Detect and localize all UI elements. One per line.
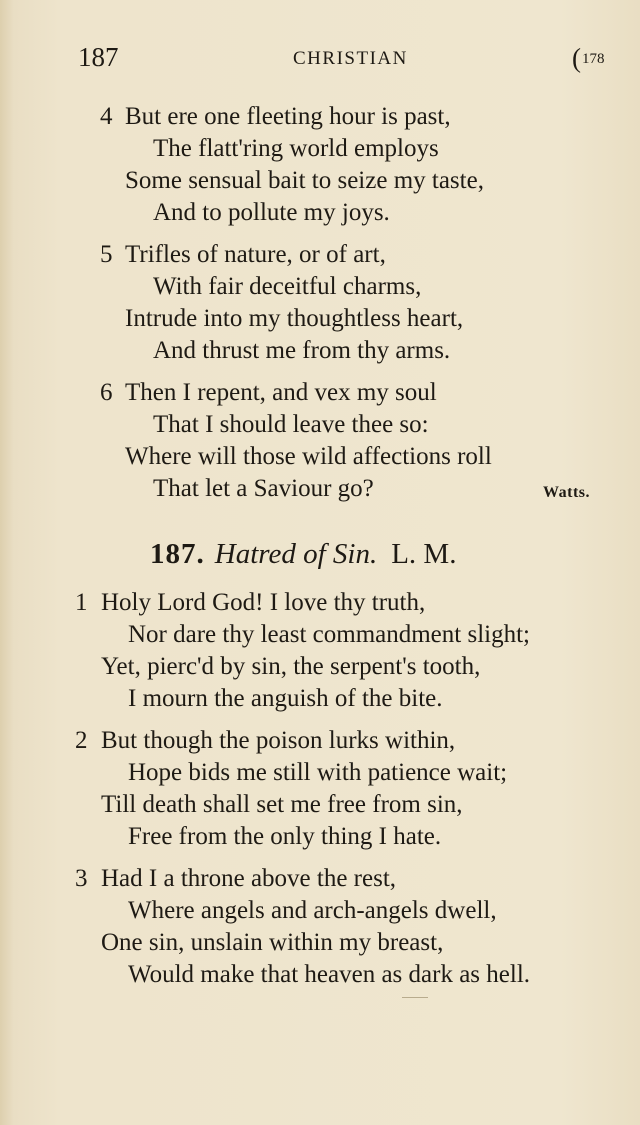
stanza-number: 3 bbox=[75, 865, 88, 892]
verse-line: Where will those wild affections roll bbox=[125, 443, 492, 470]
verse-line: And to pollute my joys. bbox=[153, 199, 390, 226]
stanza-number: 1 bbox=[75, 589, 88, 616]
page-number: 187 bbox=[78, 42, 119, 72]
verse-line: That let a Saviour go? bbox=[153, 475, 374, 502]
verse-line: One sin, unslain within my breast, bbox=[101, 929, 444, 956]
verse-line: The flatt'ring world employs bbox=[153, 135, 439, 162]
verse-line: Hope bids me still with patience wait; bbox=[128, 759, 508, 786]
author-attribution: Watts. bbox=[543, 484, 590, 501]
verse-line: That I should leave thee so: bbox=[153, 411, 429, 438]
verse-line: Some sensual bait to seize my taste, bbox=[125, 167, 484, 194]
stanza-number: 2 bbox=[75, 727, 88, 754]
stanza-number: 6 bbox=[100, 379, 113, 406]
end-rule bbox=[402, 997, 428, 998]
ref-paren: ( bbox=[572, 43, 581, 73]
verse-line: And thrust me from thy arms. bbox=[153, 337, 451, 364]
verse-line: Nor dare thy least commandment slight; bbox=[128, 621, 530, 648]
hymn-heading bbox=[150, 538, 456, 571]
verse-line: Intrude into my thoughtless heart, bbox=[125, 305, 464, 332]
hymn-meter: L. M. bbox=[391, 538, 457, 570]
hymn-title: Hatred of Sin. bbox=[214, 538, 378, 570]
stanza-number: 5 bbox=[100, 241, 113, 268]
verse-line: Free from the only thing I hate. bbox=[128, 823, 442, 850]
running-head: CHRISTIAN bbox=[293, 48, 408, 69]
verse-line: Where angels and arch-angels dwell, bbox=[128, 897, 497, 924]
verse-line: With fair deceitful charms, bbox=[153, 273, 422, 300]
hymn-reference bbox=[572, 43, 605, 74]
verse-line: Yet, pierc'd by sin, the serpent's tooth, bbox=[101, 653, 481, 680]
verse-line: But though the poison lurks within, bbox=[101, 727, 456, 754]
hymn-number: 187. bbox=[150, 538, 205, 570]
verse-line: Till death shall set me free from sin, bbox=[101, 791, 463, 818]
verse-line: Holy Lord God! I love thy truth, bbox=[101, 589, 426, 616]
verse-line: Trifles of nature, or of art, bbox=[125, 241, 386, 268]
verse-line: But ere one fleeting hour is past, bbox=[125, 103, 451, 130]
verse-line: I mourn the anguish of the bite. bbox=[128, 685, 443, 712]
verse-line: Then I repent, and vex my soul bbox=[125, 379, 437, 406]
verse-line: Had I a throne above the rest, bbox=[101, 865, 397, 892]
stanza-number: 4 bbox=[100, 103, 113, 130]
verse-line: Would make that heaven as dark as hell. bbox=[128, 961, 531, 988]
ref-number: 178 bbox=[582, 51, 605, 67]
